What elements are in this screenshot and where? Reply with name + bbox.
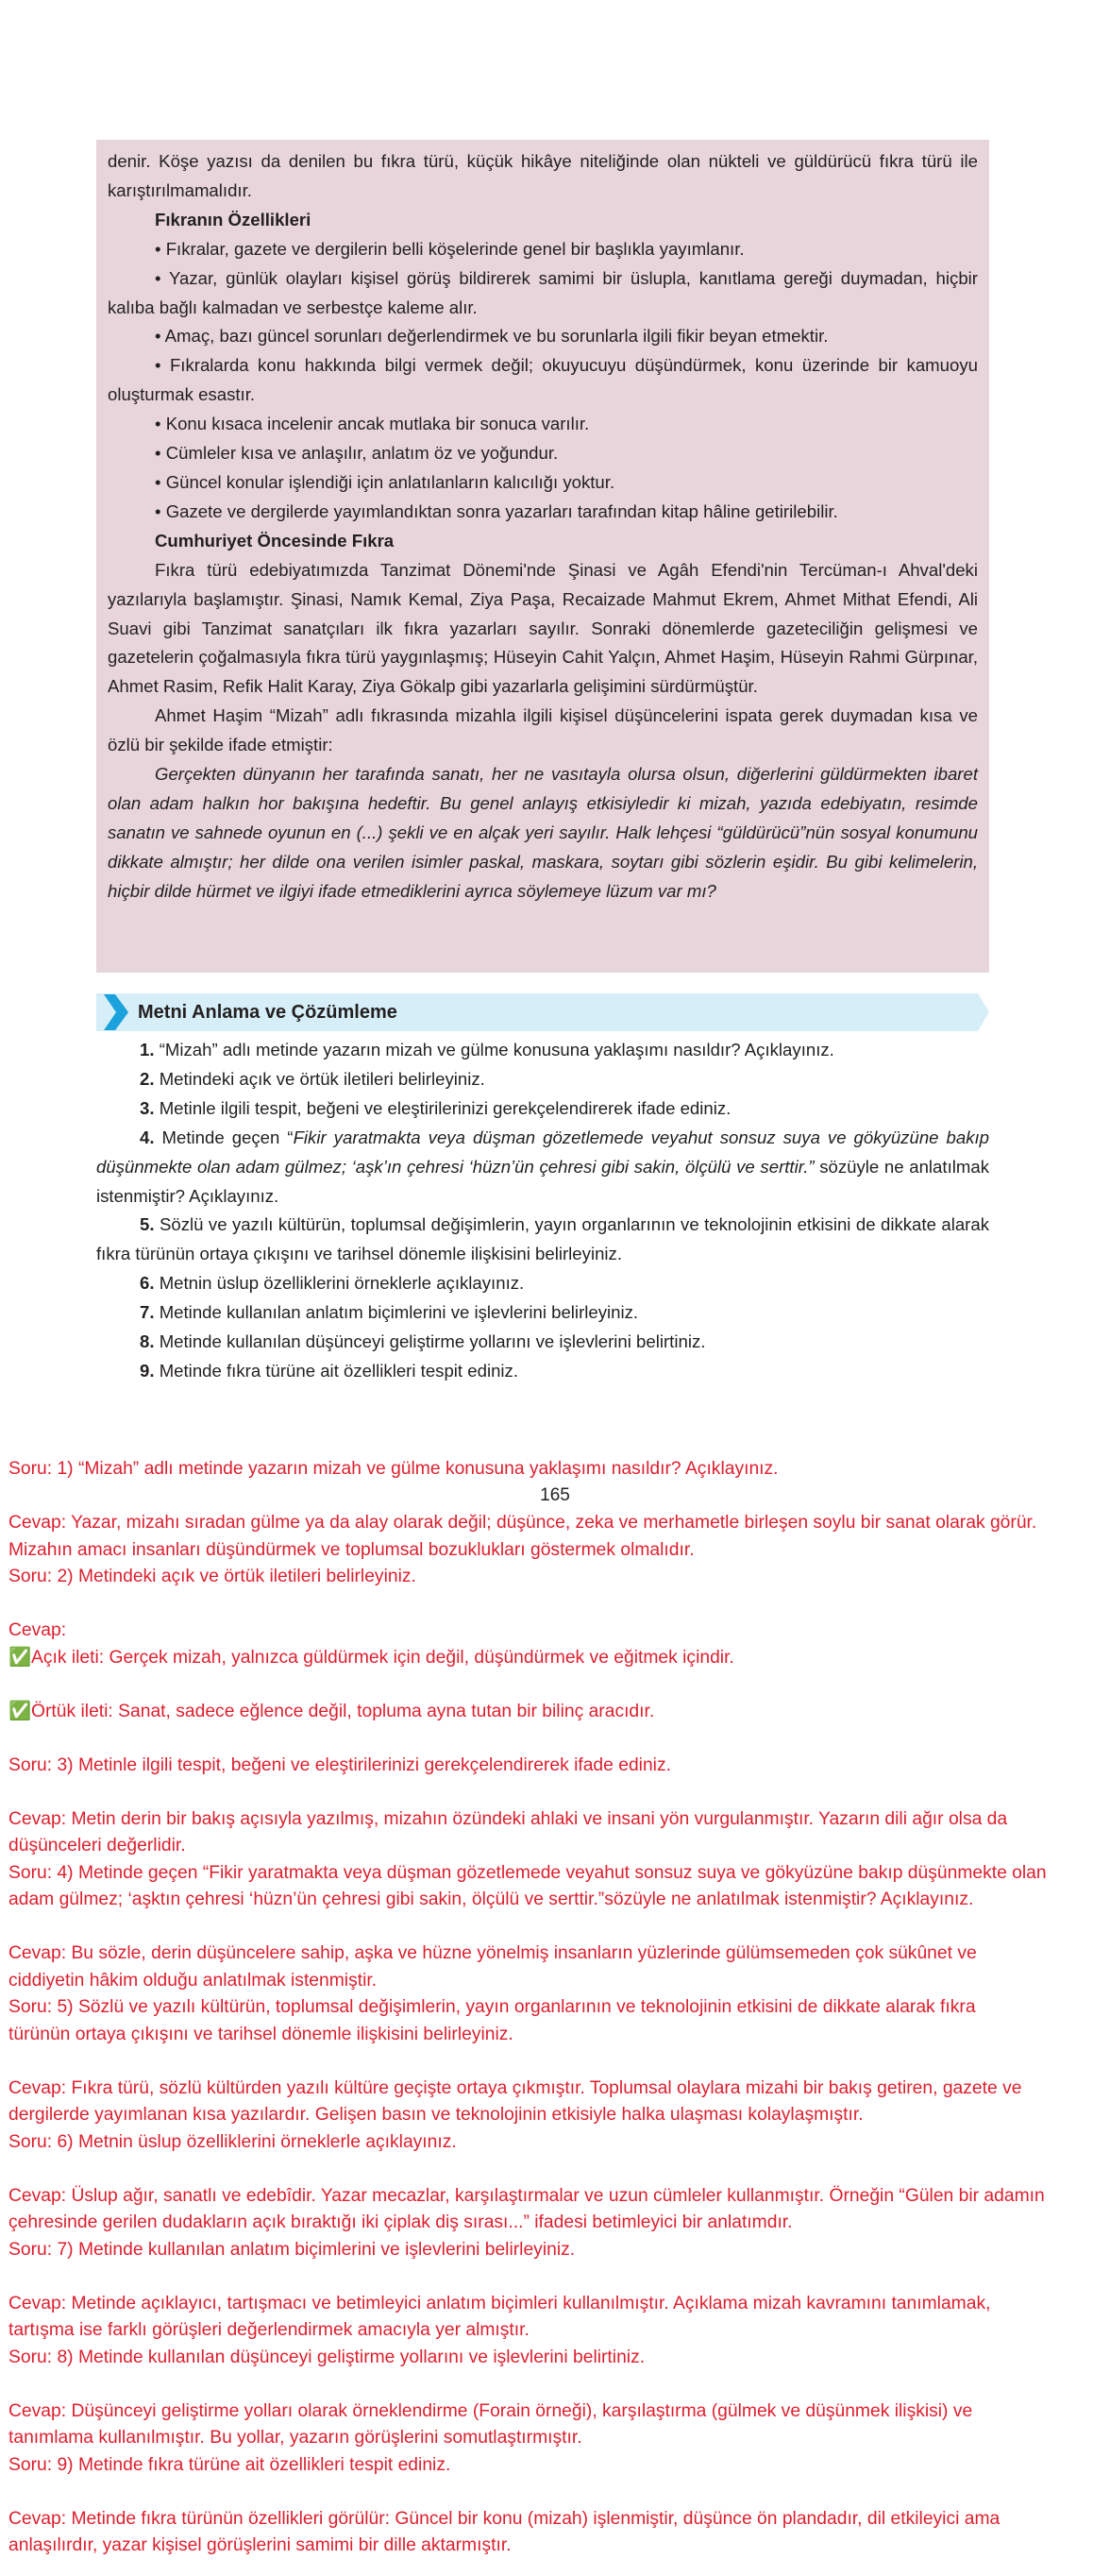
answer-line: Cevap: Metinde fıkra türünün özellikleri görülür: Güncel bir konu (mizah) işlenmiştir, düşünce ön plandadır, dil etkileyici ama [8,2508,1001,2529]
bullet-icon: • [155,500,166,521]
feature-text: Cümleler kısa ve anlaşılır, anlatım öz ve yoğundur. [165,443,559,464]
feature-text: Yazar, günlük olayları kişisel görüş bildirerek samimi bir üslupla, kanıtlama gereği duymadan, hiçbir kalıba bağlı kalmadan ve serbestçe kaleme alır. [108,267,978,317]
question-number: 1. [140,1040,155,1059]
question-item [96,1328,989,1357]
question-text: Sözlü ve yazılı kültürün, toplumsal değişimlerin, yayın organlarının ve teknolojinin etkisini de dikkate alarak fıkra türünün ortaya çıkışını ve tarihsel dönemle ilişkisini belirleyiniz. [96,1214,989,1264]
answer-line: Cevap: Yazar, mizahı sıradan gülme ya da alay olarak değil; düşünce, zeka ve merhametle birleşen soylu bir sanat olarak görür. [8,1513,1037,1533]
answer-line: Cevap: Fıkra türü, sözlü kültürden yazılı kültüre geçişte ortaya çıkmıştır. Toplumsal olaylara mizahi bir bakış getiren, gazete ve [8,2077,1022,2098]
answer-line: Cevap: Bu sözle, derin düşüncelere sahip, aşka ve hüzne yönelmiş insanların yüzlerinde gülümsemeden çok sükûnet ve [8,1943,977,1963]
feature-item [108,498,978,527]
bullet-icon: • [155,414,166,434]
answer-line: ciddiyetin hâkim olduğu anlatılmak istenmiştir. [8,1970,378,1991]
answer-line: ✅Açık ileti: Gerçek mizah, yalnızca güldürmek için değil, düşündürmek ve eğitmek içindir. [8,1647,734,1668]
answer-line: türünün ortaya çıkışını ve tarihsel dönemle ilişkisini belirleyiniz. [8,2024,513,2044]
answer-line: Cevap: [8,1620,67,1640]
section-title: Metni Anlama ve Çözümleme [138,1002,397,1023]
question-number: 5. [140,1214,155,1235]
history-paragraph: Fıkra türü edebiyatımızda Tanzimat Dönemi'nde Şinasi ve Agâh Efendi'nin Tercüman-ı Ahval'deki yazılarıyla başlamıştır. Şinasi, Namık Kemal, Ziya Paşa, Recaizade Mahmut Ekrem, Ahmet Mithat Efendi, Ali Suavi gibi Tanzimat sanatçıları ilk fıkra yazarları sayılır. Sonraki dönemlerde gazeteciliğin gelişmesi ve gazetelerin çoğalmasıyla fıkra türü yaygınlaşmış; Hüseyin Cahit Yalçın, Ahmet Haşim, Hüseyin Rahmi Gürpınar, Ahmet Rasim, Refik Halit Karay, Ziya Gökalp gibi yazarlarla gelişimini sürdürmüştür. [108,559,978,697]
quote-paragraph: Gerçekten dünyanın her tarafında sanatı, her ne vasıtayla olursa olsun, diğerlerini güldürmekten ibaret olan adam halkın hor bakışına hedeftir. Bu genel anlayış etkisiyledir ki mizah, yazıda edebiyatın, resimde sanatın ve sahnede oyunun en (...) şekli ve en alçak yeri sayılır. Halk lehçesi “güldürücü”nün sosyal konumunu dikkate almıştır; her dilde ona verilen isimler paskal, maskara, soytarı gibi sözlerin eşidir. Bu gibi kelimelerin, hiçbir dilde hürmet ve ilgiyi ifade etmediklerini ayrıca söylemeye lüzum var mı? [108,764,978,901]
answer-gap [8,2263,1110,2291]
history-heading: Cumhuriyet Öncesinde Fıkra [155,530,395,551]
answer-gap [8,1671,1110,1699]
question-number: 7. [140,1302,155,1323]
answer-line: çehresinde gerilen dudakların açık bıraktığı iki çiplak diş sırası...” ifadesi betimleyici bir anlatımdır. [8,2212,793,2232]
answer-question-line: Soru: 8) Metinde kullanılan düşünceyi geliştirme yollarını ve işlevlerini belirtiniz. [8,2347,646,2367]
answer-question-line: Soru: 4) Metinde geçen “Fikir yaratmakta veya düşman gözetlemede veyahut sonsuz suya ve gökyüzüne bakıp düşünmekte olan [8,1862,1047,1883]
answer-question-line: Soru: 6) Metnin üslup özelliklerini örneklerle açıklayınız. [8,2131,457,2152]
answer-question-line: Soru: 1) “Mizah” adlı metinde yazarın mizah ve gülme konusuna yaklaşımı nasıldır? Açıklayınız. [8,1459,779,1479]
question-text-pre: Metinde geçen “ [161,1127,294,1147]
answer-gap [8,2048,1110,2076]
question-item [96,1298,989,1328]
feature-text: Gazete ve dergilerde yayımlandıktan sonra yazarları tarafından kitap hâline getirilebilir. [165,500,838,521]
answer-line: Cevap: Üslup ağır, sanatlı ve edebîdir. Yazar mecazlar, karşılaştırmalar ve uzun cümleler kullanmıştır. Örneğin “Gülen bir adamın [8,2185,1045,2206]
question-number: 9. [140,1360,155,1381]
feature-item [108,410,978,439]
question-number: 3. [140,1097,155,1118]
bullet-icon: • [155,238,166,259]
answer-gap [8,1591,1110,1618]
bullet-icon: • [155,471,166,492]
feature-text: Konu kısaca incelenir ancak mutlaka bir sonuca varılır. [165,414,590,434]
bullet-icon: • [155,267,170,288]
question-text: Metindeki açık ve örtük iletileri belirleyiniz. [159,1068,485,1089]
question-item [96,1065,989,1094]
question-text: Metinle ilgili tespit, beğeni ve eleştirilerinizi gerekçelendirerek ifade ediniz. [159,1097,732,1118]
answer-line: Cevap: Metinde açıklayıcı, tartışmacı ve betimleyici anlatım biçimleri kullanılmıştır. Açıklama mizah kavramını tanımlamak, [8,2293,991,2313]
answer-line: Cevap: Metin derin bir bakış açısıyla yazılmış, mizahın özündeki ahlaki ve insani yön vurgulanmıştır. Yazarın dili ağır olsa da [8,1808,1008,1829]
feature-text: Fıkralarda konu hakkında bilgi vermek değil; okuyucuyu düşündürmek, konu üzerinde bir kamuoyu oluşturmak esastır. [108,355,978,405]
answer-question-line: Soru: 7) Metinde kullanılan anlatım biçimlerini ve işlevlerini belirleyiniz. [8,2239,576,2260]
feature-item [108,322,978,351]
feature-text: Amaç, bazı güncel sorunları değerlendirmek ve bu sorunlarla ilgili fikir beyan etmektir. [164,326,829,347]
answer-gap [8,1914,1110,1941]
question-item [96,1036,989,1065]
answer-line: ✅Örtük ileti: Sanat, sadece eğlence değil, topluma ayna tutan bir bilinç aracıdır. [8,1701,655,1721]
feature-text: Güncel konular işlendiği için anlatılanların kalıcılığı yoktur. [165,471,615,492]
answer-question-line: Soru: 2) Metindeki açık ve örtük iletileri belirleyiniz. [8,1567,416,1586]
question-text: Metinde kullanılan anlatım biçimlerini ve işlevlerini belirleyiniz. [159,1302,639,1323]
bullet-icon: • [155,443,166,464]
feature-item [108,439,978,468]
question-text-post: sözüyle ne anlatılmak istenmiştir? Açıklayınız. [96,1156,989,1206]
features-list [108,235,978,527]
answer-gap [8,2156,1110,2183]
answer-line: tanımlama kullanılmıştır. Bu yollar, yazarın görüşlerini somutlaştırmıştır. [8,2428,582,2448]
question-text-italic: Fikir yaratmakta veya düşman gözetlemede veyahut sonsuz suya ve gökyüzüne bakıp düşünmekte olan adam gülmez; ‘aşk’ın çehresi ‘hüzn’ün çehresi gibi sakin, ölçülü ve serttir.” [96,1127,989,1177]
question-number: 2. [140,1068,155,1089]
question-text: Metnin üslup özelliklerini örneklerle açıklayınız. [159,1273,525,1294]
question-text: “Mizah” adlı metinde yazarın mizah ve gülme konusuna yaklaşımı nasıldır? Açıklayınız. [159,1040,834,1059]
question-number: 8. [140,1331,155,1352]
answer-line: adam gülmez; ‘aşktın çehresi ‘hüzn’ün çehresi gibi sakin, ölçülü ve serttir.”sözüyle ne anlatılmak istenmiştir? Açıklayınız. [8,1890,974,1909]
feature-item [108,264,978,323]
page-number: 165 [540,1485,570,1505]
features-heading: Fıkranın Özellikleri [155,209,311,229]
answer-block [8,1456,1110,2560]
answer-line: Mizahın amacı insanları düşündürmek ve toplumsal bozuklukları göstermek olmalıdır. [8,1539,695,1560]
answer-gap [8,1779,1110,1806]
answer-question-line: Soru: 9) Metinde fıkra türüne ait özellikleri tespit ediniz. [8,2454,451,2475]
question-number: 4. [140,1127,155,1147]
question-item [96,1211,989,1269]
answer-gap [8,2371,1110,2398]
question-number: 6. [140,1273,155,1294]
answer-question-line: Soru: 5) Sözlü ve yazılı kültürün, toplumsal değişimlerin, yayın organlarının ve teknolojinin etkisini de dikkate alarak fıkra [8,1997,976,2017]
question-item [96,1124,989,1212]
question-item [96,1357,989,1386]
section-header [96,993,989,1031]
bullet-icon: • [155,355,170,376]
answer-line: anlaşılırdır, yazar kişisel görüşlerini samimi bir dille aktarmıştır. [8,2535,512,2555]
question-item [96,1094,989,1124]
answer-gap [8,1725,1110,1753]
intro-paragraph: denir. Köşe yazısı da denilen bu fıkra türü, küçük hikâye niteliğinde olan nükteli ve güldürücü fıkra türü ile karıştırılmamalıdır. [108,151,978,200]
answer-question-line: Soru: 3) Metinle ilgili tespit, beğeni ve eleştirilerinizi gerekçelendirerek ifade ediniz. [8,1754,671,1775]
feature-item [108,351,978,410]
question-text: Metinde kullanılan düşünceyi geliştirme yollarını ve işlevlerini belirtiniz. [159,1331,706,1352]
bullet-icon: • [155,326,165,347]
answer-line: dergilerde yayımlanan kısa yazılardır. Gelişen basın ve teknolojinin etkisiyle halka ulaşması kolaylaşmıştır. [8,2105,864,2125]
info-box [96,140,989,973]
question-item [96,1269,989,1298]
answer-gap [8,1483,1110,1511]
answer-line: tartışma ise farklı görüşleri değerlendirmek amacıyla yer almıştır. [8,2320,530,2340]
answer-gap [8,2479,1110,2506]
hasim-paragraph: Ahmet Haşim “Mizah” adlı fıkrasında mizahla ilgili kişisel düşüncelerini ispata gerek duymadan kısa ve özlü bir şekilde ifade etmiştir: [108,705,978,755]
feature-item [108,235,978,264]
question-list [96,1036,989,1386]
answer-line: Cevap: Düşünceyi geliştirme yolları olarak örneklendirme (Forain örneği), karşılaştırma (gülmek ve düşünmek ilişkisi) ve [8,2400,973,2421]
answer-line: düşünceleri değerlidir. [8,1836,186,1856]
feature-text: Fıkralar, gazete ve dergilerin belli köşelerinde genel bir başlıkla yayımlanır. [165,238,745,259]
feature-item [108,468,978,498]
question-text: Metinde fıkra türüne ait özellikleri tespit ediniz. [159,1360,519,1381]
